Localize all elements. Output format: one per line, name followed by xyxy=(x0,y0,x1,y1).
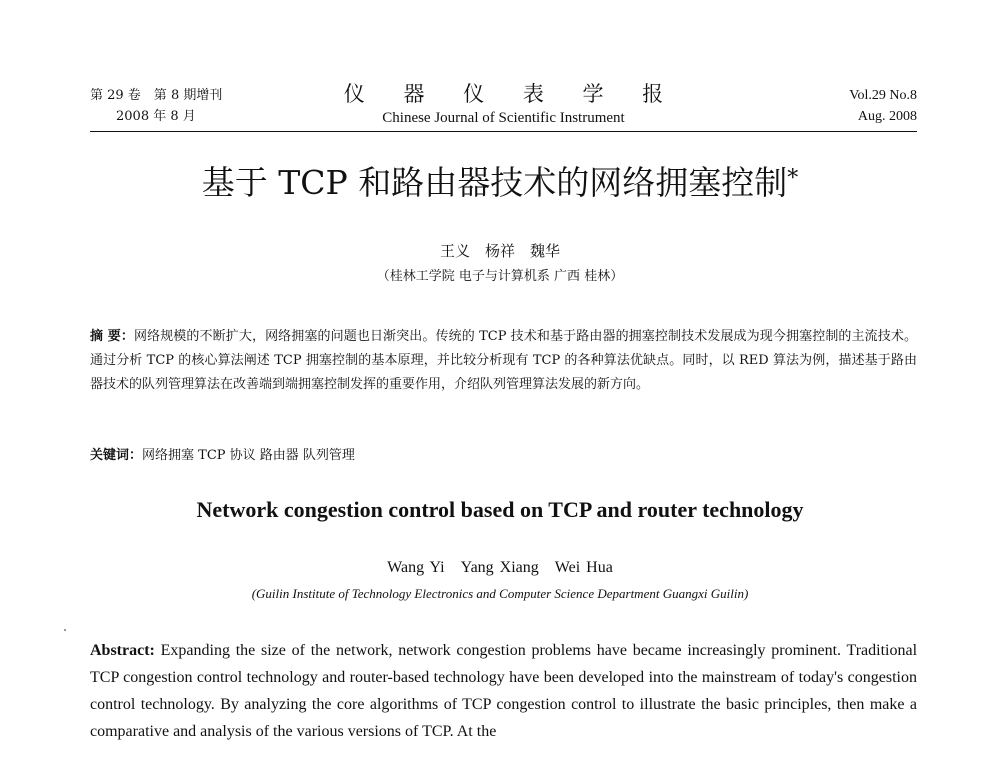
journal-name-en: Chinese Journal of Scientific Instrument xyxy=(382,110,625,126)
affiliation-en: (Guilin Institute of Technology Electronics and Computer Science Department Guangxi Guilin) xyxy=(251,586,749,601)
paper-title-cn xyxy=(0,160,1000,206)
header-center xyxy=(90,81,917,129)
volume-en: Vol.29 No.8 xyxy=(849,88,917,103)
authors-en xyxy=(0,557,1000,579)
paper-title-en: Network congestion control based on TCP and router technology xyxy=(196,497,804,522)
abstract-en xyxy=(90,637,917,745)
abstract-en-text: Expanding the size of the network, network congestion problems have became increasingly prominent. Traditional TCP congestion control technology and router-based technology have been developed into the mainstream of today's congestion control technology. By analyzing the core algorithms of TCP congestion control to illustrate the basic principles, then make a comparative and analysis of the various versions of TCP. At the xyxy=(90,642,918,740)
keywords-cn xyxy=(90,444,917,468)
abstract-cn xyxy=(90,325,917,397)
keywords-cn-label: 关键词： xyxy=(90,448,143,463)
scan-speck xyxy=(64,629,66,631)
keywords-cn-text: 网络拥塞 TCP 协议 路由器 队列管理 xyxy=(142,448,355,463)
abstract-cn-label: 摘 要： xyxy=(90,329,134,344)
journal-name-cn: 仪 器 仪 表 学 报 xyxy=(343,82,680,106)
volume-cn: 第 29 卷 第 8 期增刊 xyxy=(90,88,223,103)
header-right xyxy=(849,85,917,127)
author-en-2: Yang Xiang xyxy=(460,559,539,576)
authors-cn: 王义 杨祥 魏华 xyxy=(439,242,560,260)
abstract-en-label: Abstract: xyxy=(90,642,155,659)
affiliation-cn: （桂林工学院 电子与计算机系 广西 桂林） xyxy=(376,269,624,284)
title-footnote-mark: * xyxy=(787,166,799,191)
title-cn-text: 基于 TCP 和路由器技术的网络拥塞控制 xyxy=(201,163,788,202)
abstract-cn-text: 网络规模的不断扩大，网络拥塞的问题也日渐突出。传统的 TCP 技术和基于路由器的拥塞控制技术发展成为现今拥塞控制的主流技术。通过分析 TCP 的核心算法阐述 TCP 拥塞控制的基本原理，并比较分析现有 TCP 的各种算法优缺点。同时，以 RED 算法为例，描述基于路由器技术的队列管理算法在改善端到端拥塞控制发挥的重要作用，介绍队列管理算法发展的新方向。 xyxy=(90,329,917,392)
date-en: Aug. 2008 xyxy=(857,109,917,124)
author-en-3: Wei Hua xyxy=(554,559,613,576)
date-cn: 2008 年 8 月 xyxy=(116,109,196,124)
journal-header xyxy=(90,82,917,133)
header-rule xyxy=(90,131,917,132)
author-en-1: Wang Yi xyxy=(387,559,445,576)
